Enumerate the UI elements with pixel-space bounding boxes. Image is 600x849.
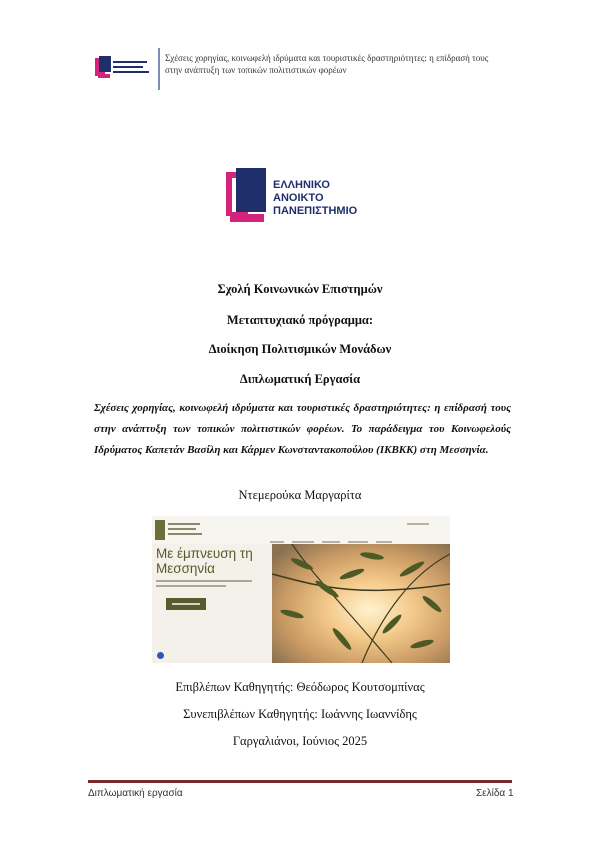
website-text-line: [156, 585, 226, 587]
running-title: Σχέσεις χορηγίας, κοινωφελή ιδρύματα και τουριστικές δραστηριότητες: η επίδρασή τους στην ανάπτυξη των τοπικών πολιτιστικών φορέων: [165, 53, 489, 75]
university-logo-small: [95, 56, 151, 80]
university-logo: [226, 168, 386, 224]
program-name: Διοίκηση Πολιτισμικών Μονάδων: [208, 342, 392, 356]
logo-line2: ΑΝΟΙΚΤΟ: [273, 192, 324, 204]
footer-rule: [88, 780, 512, 783]
place-date: Γαργαλιάνοι, Ιούνιος 2025: [232, 734, 368, 748]
thesis-title: Σχέσεις χορηγίας, κοινωφελή ιδρύματα και τουριστικές δραστηριότητες: η επίδρασή τους στην ανάπτυξη των τοπικών πολιτιστικών φορέων. Το παράδειγμα του Κοινωφελούς Ιδρύματος Καπετάν Βασίλη και Κάρμεν Κωνσταντακοπούλου (ΙΚΒΚΚ) στη Μεσσηνία.: [94, 402, 511, 456]
foundation-website-image: [152, 516, 450, 663]
foundation-logo: [155, 519, 205, 541]
supervisor: Επιβλέπων Καθηγητής: Θεόδωρος Κουτσομπίνας: [175, 680, 425, 694]
program-label: Μεταπτυχιακό πρόγραμμα:: [226, 313, 374, 327]
logo-line3: ΠΑΝΕΠΙΣΤΗΜΙΟ: [273, 205, 358, 217]
website-text-line: [156, 580, 252, 582]
website-navbar: [152, 516, 450, 544]
thesis-type: Διπλωματική Εργασία: [239, 372, 361, 386]
website-headline: Με έμπνευση τη Μεσσηνία: [156, 546, 253, 576]
chat-icon: [157, 652, 164, 659]
footer-left-text: Διπλωματική εργασία: [88, 788, 183, 799]
page-number: Σελίδα 1: [476, 788, 514, 799]
header-separator: [158, 48, 160, 90]
website-cta-button: [166, 598, 206, 610]
school-name: Σχολή Κοινωνικών Επιστημών: [217, 282, 383, 296]
olive-branch-photo: [272, 544, 450, 663]
logo-line1: ΕΛΛΗΝΙΚΟ: [273, 179, 330, 191]
co-supervisor: Συνεπιβλέπων Καθηγητής: Ιωάννης Ιωαννίδης: [183, 707, 417, 721]
author-name: Ντεμερούκα Μαργαρίτα: [238, 488, 362, 502]
website-language-switch: [407, 523, 429, 525]
website-menu: [270, 530, 420, 533]
page-header: [95, 48, 515, 92]
